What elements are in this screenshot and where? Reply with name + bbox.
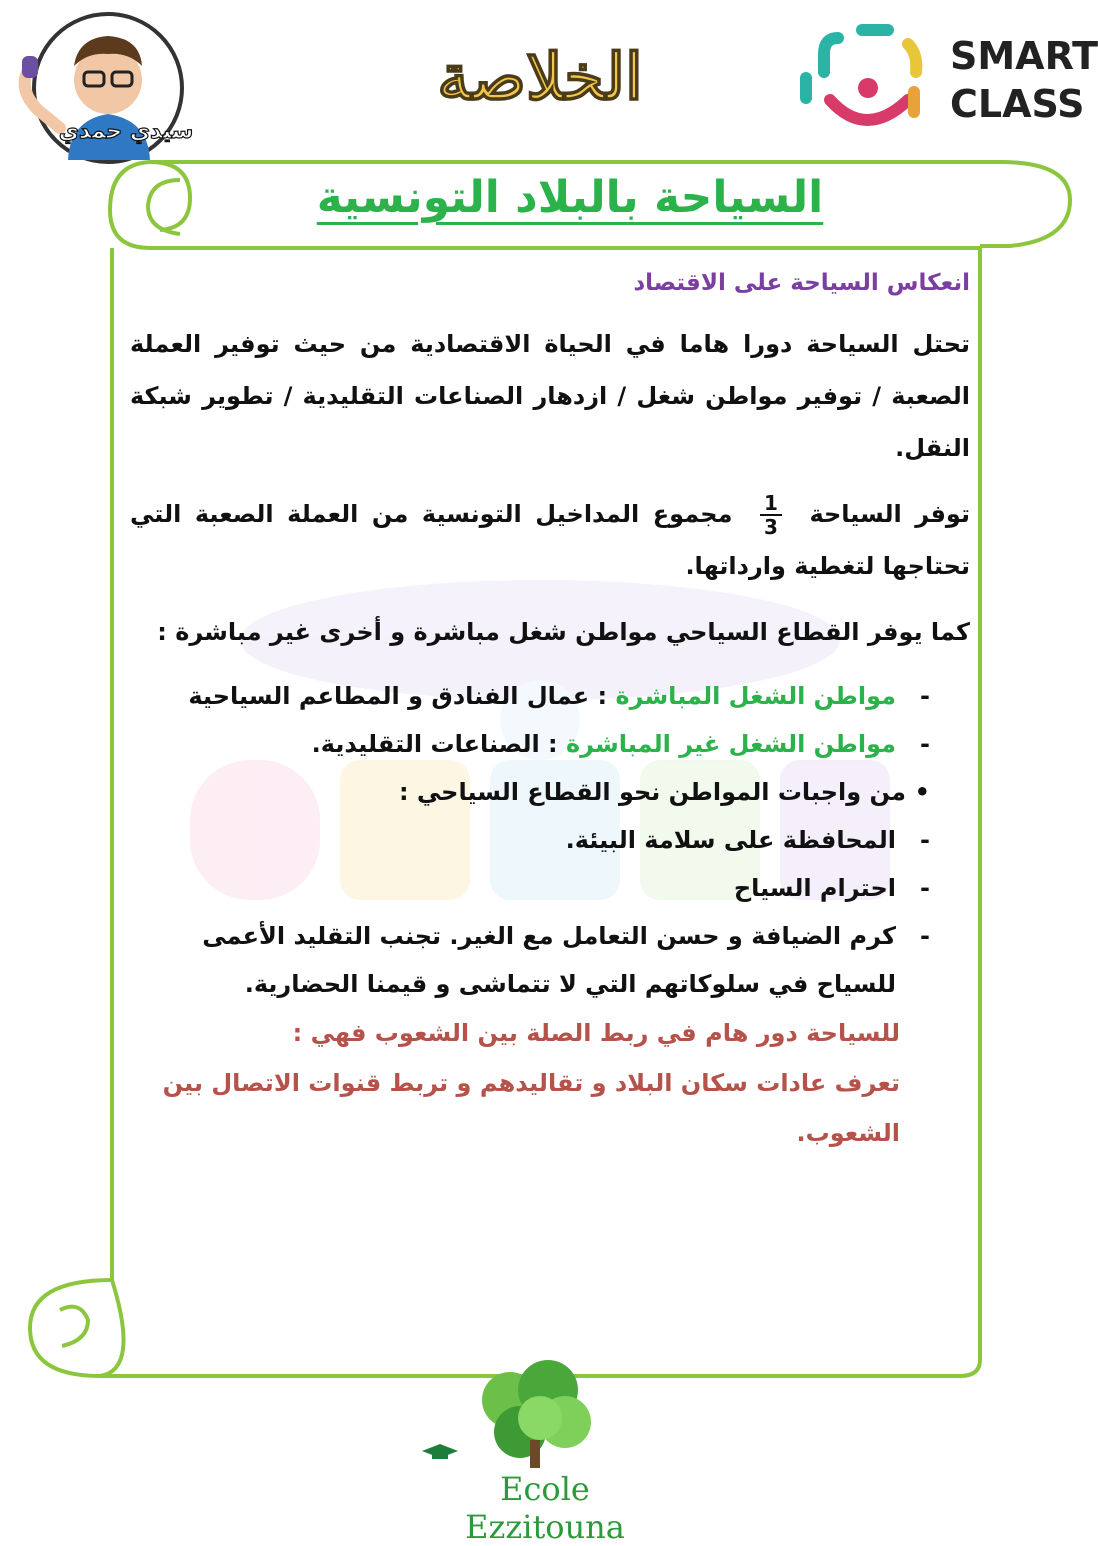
paragraph-jobs: كما يوفر القطاع السياحي مواطن شغل مباشرة و أخرى غير مباشرة : [157,618,970,646]
duty-hospitality: كرم الضيافة و حسن التعامل مع الغير. تجنب التقليد الأعمى للسياح في سلوكاتهم التي لا تتماشى و قيمنا الحضارية. [202,922,896,998]
lesson-title: السياحة بالبلاد التونسية [316,172,824,223]
role-line-1: للسياحة دور هام في ربط الصلة بين الشعوب فهي : [292,1019,900,1047]
lesson-content [130,270,970,1158]
duties-heading-text: من واجبات المواطن نحو القطاع السياحي : [398,778,906,806]
brand-line-2: CLASS [950,82,1085,126]
duties-heading: • من واجبات المواطن نحو القطاع السياحي : [398,778,930,806]
jobs-list [130,672,970,768]
brand-line-1: SMART [950,34,1098,78]
graduation-cap-icon [420,1442,460,1462]
avatar-caption: سيدي حمدي [58,119,194,144]
paragraph-fraction [130,488,970,592]
list-item: - مواطن الشغل غير المباشرة : الصناعات التقليدية. [311,730,930,758]
duty-respect: احترام السياح [733,874,896,902]
role-block [130,1008,970,1158]
brand-name [950,32,1098,128]
indirect-jobs-text: : الصناعات التقليدية. [311,730,566,758]
school-name: Ecole Ezzitouna [465,1470,625,1546]
list-item: - مواطن الشغل المباشرة : عمال الفنادق و المطاعم السياحية [188,682,930,710]
paragraph-fraction-start: توفر السياحة [809,500,970,528]
list-item: - احترام السياح [733,874,930,902]
role-line-2: تعرف عادات سكان البلاد و تقاليدهم و تربط قنوات الاتصال بين الشعوب. [162,1069,900,1147]
indirect-jobs-label: مواطن الشغل غير المباشرة [566,730,896,758]
fraction-one-third [760,492,782,538]
direct-jobs-text: : عمال الفنادق و المطاعم السياحية [188,682,616,710]
fraction-numerator: 1 [760,492,782,516]
section-subheading: انعكاس السياحة على الاقتصاد [633,270,970,296]
smart-class-logo [796,20,946,140]
paragraph-fraction-end: مجموع المداخيل التونسية من العملة الصعبة التي تحتاجها لتغطية وارداتها. [130,500,970,580]
duty-environment: المحافظة على سلامة البيئة. [565,826,896,854]
list-item: - كرم الضيافة و حسن التعامل مع الغير. تجنب التقليد الأعمى للسياح في سلوكاتهم التي لا تتماشى و قيمنا الحضارية. [202,922,930,998]
summary-title: الخلاصة [437,40,643,115]
duties-list [130,816,970,1008]
direct-jobs-label: مواطن الشغل المباشرة [615,682,896,710]
list-item: - المحافظة على سلامة البيئة. [565,826,930,854]
paragraph-economy: تحتل السياحة دورا هاما في الحياة الاقتصادية من حيث توفير العملة الصعبة / توفير مواطن شغل / ازدهار الصناعات التقليدية / تطوير شبكة النقل. [130,330,970,462]
fraction-denominator: 3 [763,515,778,539]
tree-logo [470,1360,600,1470]
